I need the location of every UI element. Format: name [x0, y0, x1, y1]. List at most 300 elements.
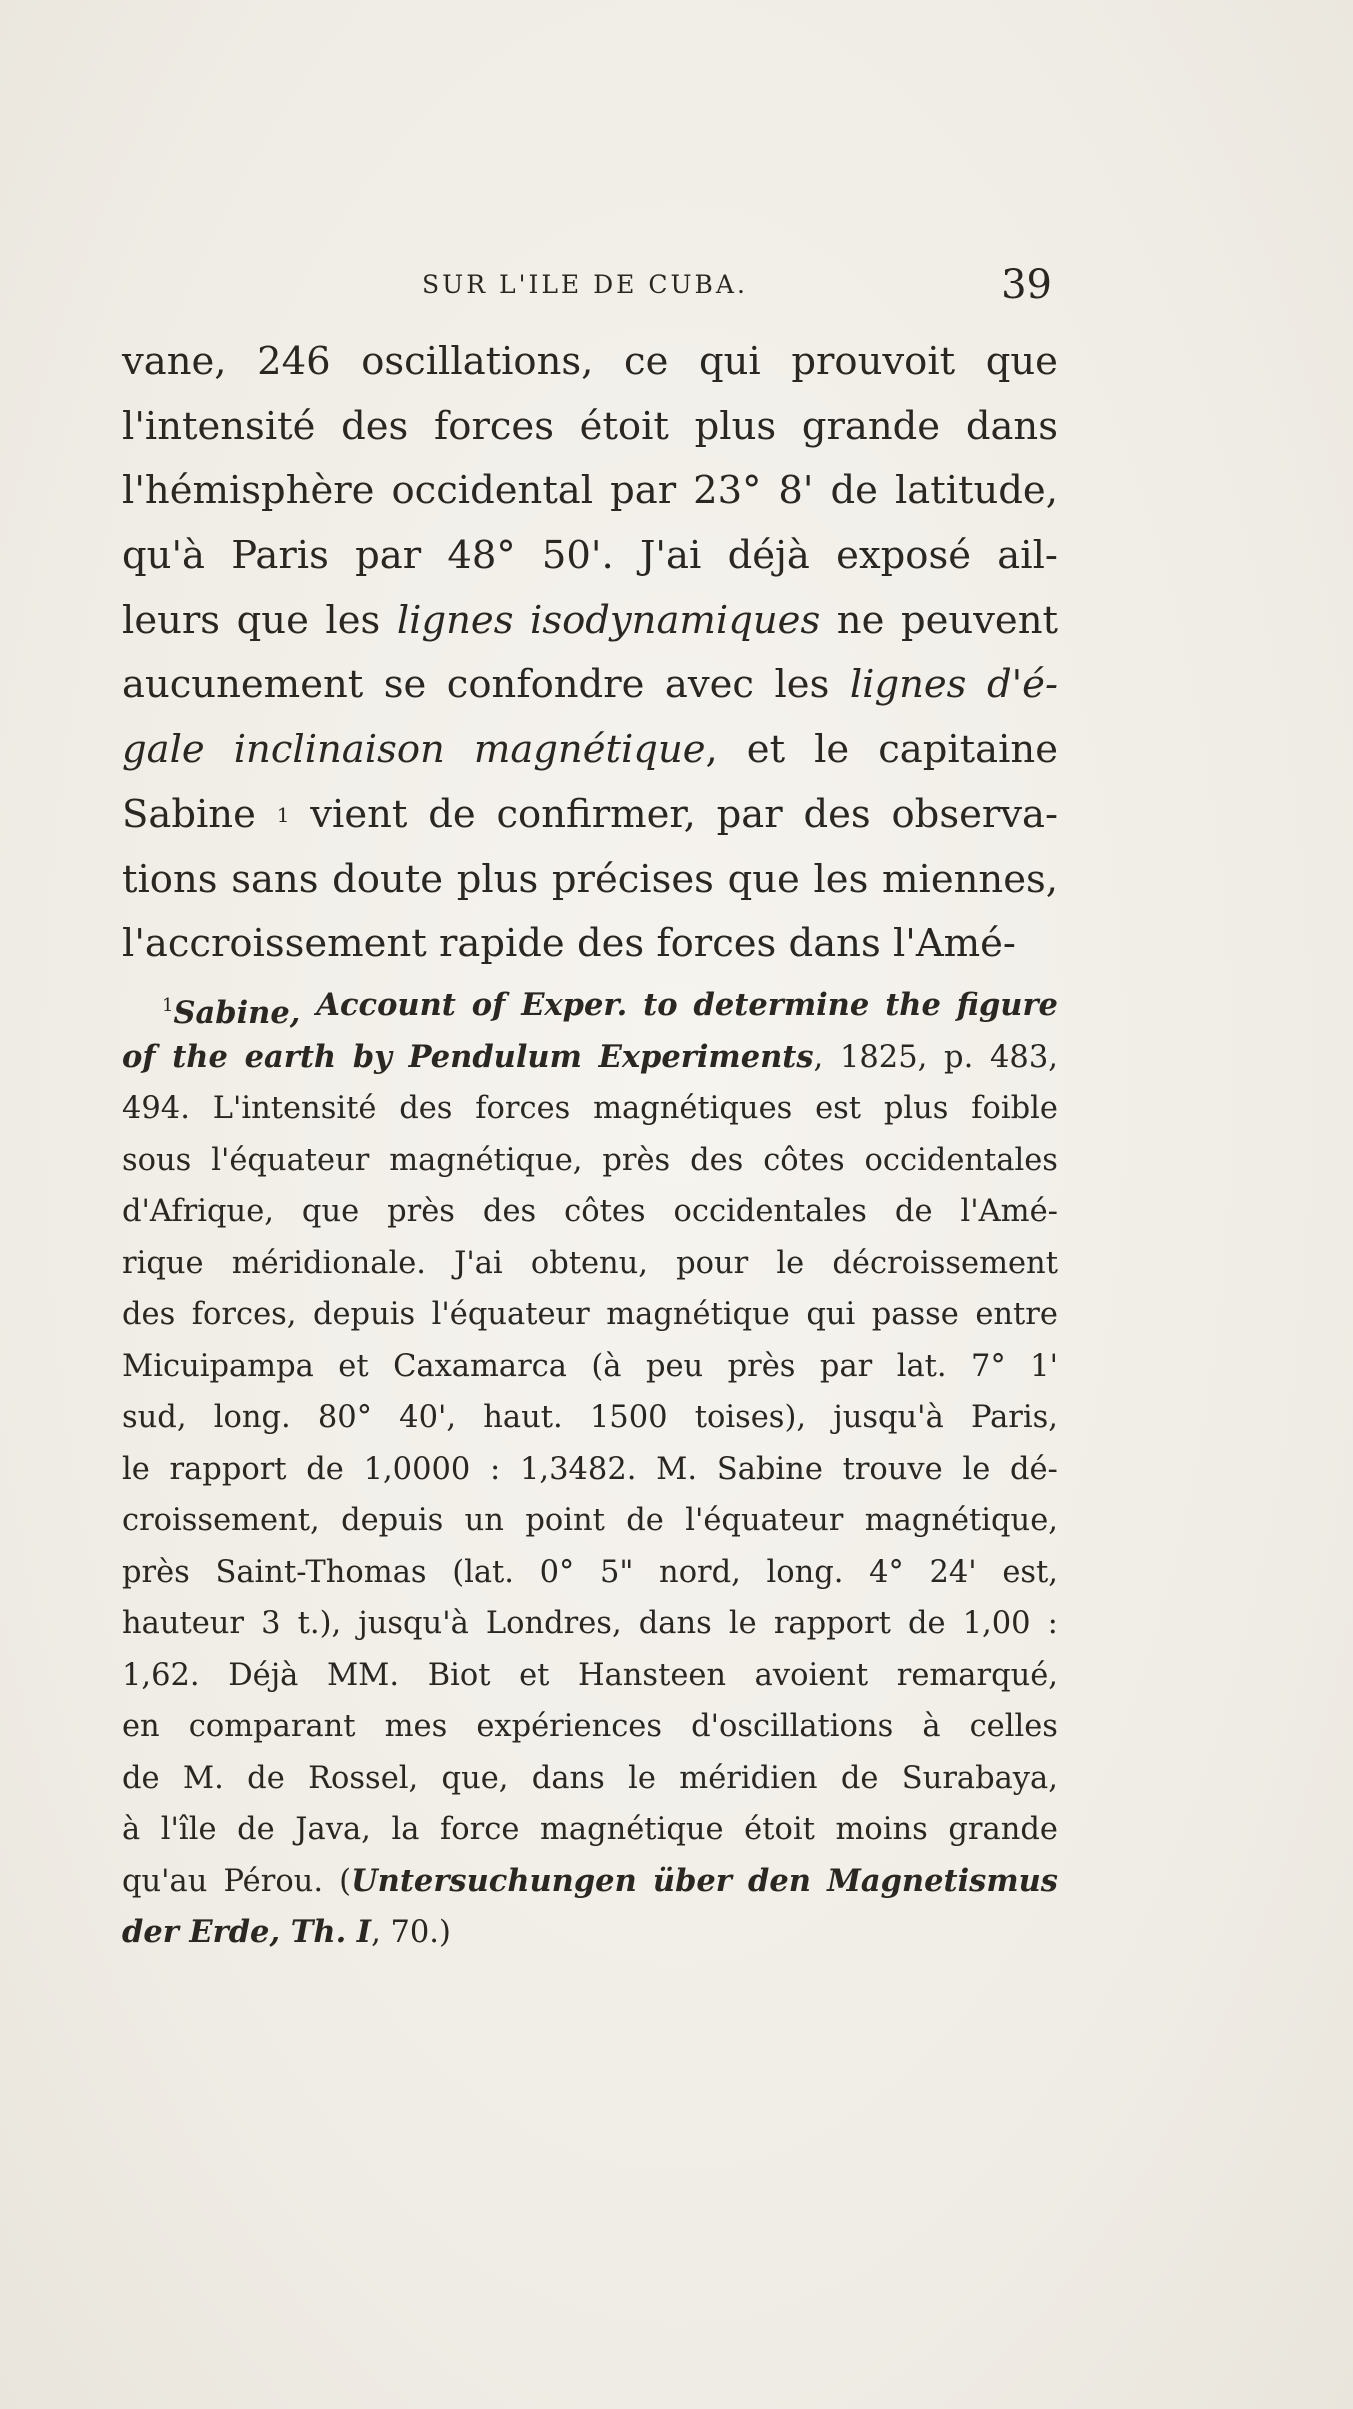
text-segment: exposé [836, 533, 972, 579]
word [234, 718, 445, 783]
word [122, 718, 205, 783]
italic-text: Magnetismus [827, 1862, 1058, 1899]
word [387, 1186, 455, 1238]
word [665, 653, 754, 718]
text-line [122, 330, 1058, 395]
word [339, 1856, 637, 1908]
word [257, 330, 331, 395]
italic-text: Untersuchungen [351, 1862, 637, 1899]
word [836, 524, 971, 589]
italic-text: Exper. [521, 987, 628, 1023]
word [902, 1753, 1058, 1805]
italic-text: earth [244, 1038, 337, 1075]
word [122, 653, 363, 718]
footnote-line [122, 1289, 1058, 1341]
word [843, 1444, 943, 1496]
word [1048, 1598, 1058, 1650]
text-segment: sous [122, 1142, 192, 1178]
footnote-line [122, 1238, 1058, 1290]
italic-text: der Erde, Th. I [122, 1914, 372, 1950]
text-segment: Saint-Thomas [215, 1554, 427, 1590]
text-segment: vient [310, 791, 408, 837]
text-segment: ( [339, 1863, 352, 1899]
text-segment: mes [384, 1709, 448, 1744]
word [755, 1650, 868, 1702]
text-segment: J'ai [454, 1245, 503, 1281]
text-segment: Déjà [228, 1657, 299, 1693]
word [833, 1392, 944, 1444]
word [341, 395, 408, 460]
word [729, 1598, 757, 1650]
italic-text: the [172, 1038, 228, 1075]
text-segment: étoit [579, 403, 669, 449]
word [691, 1701, 893, 1753]
text-segment: sud, [122, 1400, 187, 1435]
text-segment: rique [122, 1245, 204, 1281]
word [364, 1444, 471, 1496]
word [486, 1598, 622, 1650]
word [122, 783, 256, 848]
word [885, 980, 941, 1032]
text-segment: de [247, 1760, 285, 1796]
text-segment: que [236, 597, 309, 643]
text-line [122, 912, 1058, 977]
word [901, 589, 1058, 654]
text-line [122, 848, 1058, 913]
word [600, 1547, 633, 1599]
text-segment: confirmer, [496, 791, 696, 837]
word [341, 1495, 443, 1547]
word [806, 1289, 855, 1341]
text-segment: 80° [317, 1400, 372, 1435]
text-segment: dans [965, 403, 1058, 449]
word [393, 1341, 567, 1393]
italic-text: d'é- [986, 662, 1058, 708]
text-segment: ail- [997, 533, 1058, 579]
text-segment: 483, [990, 1039, 1058, 1075]
word [490, 1444, 500, 1496]
word [122, 1032, 155, 1084]
footnote-line [122, 1598, 1058, 1650]
word [699, 330, 761, 395]
word [986, 330, 1058, 395]
word [971, 1083, 1058, 1135]
word [231, 524, 329, 589]
text-segment: des [341, 403, 409, 449]
text-segment: l'Amé- [960, 1194, 1058, 1229]
text-segment: remarqué, [896, 1657, 1058, 1693]
word [170, 1444, 287, 1496]
text-segment: dé- [1009, 1451, 1058, 1487]
text-segment: nord, [659, 1554, 741, 1590]
text-segment: magnétique, [864, 1503, 1058, 1538]
text-segment: miennes, [882, 856, 1058, 902]
word [948, 1804, 1058, 1856]
italic-text: Account [316, 987, 456, 1023]
word [338, 1341, 368, 1393]
word [247, 1753, 285, 1805]
text-segment: le [962, 1451, 991, 1487]
italic-text: figure [956, 987, 1058, 1023]
text-segment: des [482, 1194, 537, 1229]
word [895, 459, 1058, 524]
word [897, 1650, 1058, 1702]
text-segment: depuis [341, 1503, 444, 1538]
word [908, 1598, 946, 1650]
word [815, 1083, 861, 1135]
italic-text: Pendulum [408, 1038, 582, 1075]
word [776, 1238, 804, 1290]
text-segment: la [391, 1812, 420, 1847]
text-segment: 1500 [589, 1400, 668, 1435]
word [639, 1598, 712, 1650]
text-segment: lat. [896, 1348, 947, 1384]
footnote-line [122, 1753, 1058, 1805]
word [850, 653, 967, 718]
text-segment: , 70.) [371, 1915, 451, 1950]
word [454, 1238, 503, 1290]
text-segment: tions [122, 856, 218, 902]
text-segment: 494. [122, 1091, 190, 1126]
text-segment: sans [231, 856, 319, 902]
word [483, 1392, 562, 1444]
text-segment: dans [638, 1606, 712, 1641]
word [353, 1032, 392, 1084]
word [717, 1444, 823, 1496]
word [361, 330, 593, 395]
page-number: 39 [1001, 262, 1052, 308]
word [643, 980, 677, 1032]
text-segment: depuis [312, 1297, 416, 1332]
word [447, 653, 645, 718]
text-segment: toises), [694, 1400, 807, 1435]
text-segment: qu'au [122, 1863, 208, 1899]
word [428, 783, 475, 848]
text-segment: vane, [122, 339, 227, 384]
text-segment: passe [871, 1297, 959, 1332]
word [963, 1598, 1031, 1650]
text-segment: de [894, 1194, 933, 1229]
text-segment: force [440, 1812, 520, 1847]
text-segment: décroissement [832, 1245, 1058, 1281]
italic-text: of [471, 987, 506, 1023]
word [897, 1341, 947, 1393]
word [997, 524, 1058, 589]
text-segment: pour [676, 1245, 749, 1281]
italic-text: to [643, 987, 678, 1023]
text-segment: point [525, 1503, 605, 1538]
word [475, 1083, 570, 1135]
word [122, 1650, 200, 1702]
word [1002, 1547, 1058, 1599]
word [122, 459, 374, 524]
text-segment: des [122, 1297, 176, 1332]
text-segment: à [922, 1709, 941, 1744]
text-segment: 50'. [541, 533, 614, 579]
word [813, 848, 868, 913]
word [457, 848, 539, 913]
text-segment: croissement, [122, 1503, 320, 1538]
word [389, 1135, 582, 1187]
footnote-line [122, 1341, 1058, 1393]
text-segment: que [985, 339, 1058, 384]
word [990, 1032, 1058, 1084]
text-segment: est [815, 1091, 862, 1126]
word [391, 459, 593, 524]
footnote-line [122, 1701, 1058, 1753]
word [295, 1804, 371, 1856]
word [385, 1701, 448, 1753]
word [432, 1289, 590, 1341]
text-segment: près [602, 1142, 671, 1178]
word [302, 1186, 359, 1238]
word [878, 718, 1058, 783]
text-segment: est, [1002, 1554, 1058, 1590]
italic-text: Experiments [598, 1038, 814, 1075]
text-segment: M. [182, 1760, 224, 1796]
word [237, 1804, 275, 1856]
word [122, 1444, 150, 1496]
word [975, 1289, 1058, 1341]
text-segment: occidentales [864, 1142, 1058, 1178]
text-segment: et [519, 1657, 550, 1693]
word [452, 1547, 514, 1599]
text-segment: entre [975, 1297, 1058, 1332]
word [747, 718, 785, 783]
text-segment: qu'à [122, 533, 205, 579]
text-segment: Londres, [485, 1606, 622, 1641]
text-segment: de [428, 791, 476, 837]
italic-text: Sabine, [173, 995, 301, 1031]
word [483, 1186, 536, 1238]
text-segment: près [727, 1348, 796, 1384]
text-segment: un [464, 1503, 504, 1538]
word [189, 1701, 356, 1753]
word [496, 783, 695, 848]
text-line [122, 783, 1058, 848]
word [835, 1804, 927, 1856]
footnote-marker: 1 [162, 995, 174, 1016]
text-line [122, 524, 1058, 589]
word [922, 1701, 940, 1753]
word [763, 1135, 844, 1187]
word [676, 1238, 748, 1290]
text-segment: plus [883, 1091, 949, 1126]
text-segment: p. [944, 1039, 974, 1075]
text-segment: 1,62. [122, 1657, 200, 1693]
footnote-line [122, 1547, 1058, 1599]
word [606, 1289, 790, 1341]
italic-text: inclinaison [233, 727, 445, 773]
word [542, 524, 614, 589]
text-segment: le [122, 1451, 150, 1487]
word [774, 1598, 891, 1650]
word [869, 1547, 904, 1599]
word [966, 395, 1058, 460]
word [355, 524, 421, 589]
word [748, 1856, 811, 1908]
text-segment: ne [836, 597, 885, 643]
word [519, 1650, 549, 1702]
text-segment: magnétique, [389, 1142, 583, 1178]
word [987, 653, 1058, 718]
text-segment: capitaine [878, 727, 1058, 773]
text-segment: magnétique [606, 1297, 790, 1332]
text-segment: l'accroissement rapide des forces dans l'Amé- [122, 921, 1016, 967]
footnote-line [122, 1804, 1058, 1856]
word [1030, 1341, 1058, 1393]
text-segment: 3 [261, 1606, 281, 1641]
word [310, 783, 407, 848]
word [679, 1753, 817, 1805]
text-segment: J'ai [640, 533, 702, 579]
italic-text: den [748, 1862, 811, 1899]
text-segment: 1,00 [962, 1606, 1031, 1641]
word [841, 1753, 879, 1805]
word [224, 1856, 323, 1908]
text-segment: M. [656, 1451, 698, 1487]
text-segment: grande [801, 403, 941, 449]
word [659, 1547, 741, 1599]
word [728, 524, 810, 589]
word [957, 980, 1058, 1032]
word [674, 1186, 867, 1238]
word [245, 1032, 337, 1084]
word [476, 1701, 662, 1753]
word [298, 1598, 342, 1650]
text-segment: en [122, 1709, 160, 1744]
word [591, 1341, 621, 1393]
word [628, 1753, 656, 1805]
word [578, 1650, 726, 1702]
text-segment: étoit [744, 1812, 815, 1847]
text-segment: l'intensité [122, 403, 316, 449]
italic-text: by [352, 1038, 392, 1075]
word [640, 524, 701, 589]
footnote-line [122, 1907, 1058, 1959]
word [465, 1495, 504, 1547]
word [211, 1135, 369, 1187]
text-segment: foible [971, 1091, 1058, 1126]
text-segment: MM. [326, 1657, 400, 1693]
text-segment: 23° [693, 468, 762, 514]
word [122, 589, 220, 654]
footnote [122, 980, 1058, 1959]
word [122, 1495, 320, 1547]
text-segment: 246 [257, 339, 331, 384]
word [327, 1650, 399, 1702]
text-segment: les [774, 662, 830, 708]
text-segment: qui [806, 1297, 856, 1332]
word [929, 1547, 976, 1599]
word [831, 459, 878, 524]
text-segment: près [122, 1554, 190, 1590]
text-segment: Rossel, [308, 1760, 419, 1796]
text-segment: de [830, 468, 878, 514]
text-segment: Pérou. [223, 1863, 324, 1899]
word [232, 1238, 426, 1290]
text-segment: 40', [399, 1400, 457, 1435]
word [774, 653, 829, 718]
text-segment: forces [434, 403, 554, 449]
text-segment: celles [969, 1709, 1058, 1744]
text-segment: de [237, 1812, 275, 1847]
text-segment: occidental [391, 468, 594, 514]
word [277, 783, 290, 848]
word [520, 1444, 636, 1496]
text-segment: d'Afrique, [122, 1194, 274, 1229]
text-segment: forces, [191, 1297, 297, 1332]
word [626, 1495, 664, 1547]
word [122, 330, 227, 395]
text-segment: à [122, 1812, 141, 1847]
word [564, 1186, 645, 1238]
text-segment: oscillations, [361, 339, 594, 384]
word [231, 848, 318, 913]
word [685, 1495, 843, 1547]
word [474, 718, 718, 783]
word [122, 1083, 190, 1135]
text-segment: expériences [476, 1709, 662, 1744]
text-segment: que [727, 856, 800, 902]
word [646, 1341, 703, 1393]
text-segment: de [626, 1503, 664, 1538]
text-line [122, 459, 1058, 524]
italic-text: determine [693, 987, 870, 1023]
word [306, 1444, 344, 1496]
word [122, 848, 218, 913]
word [778, 459, 813, 524]
word [602, 1135, 670, 1187]
text-segment: l'équateur [431, 1297, 590, 1332]
text-segment: Paris, [970, 1400, 1058, 1435]
word [122, 1135, 191, 1187]
word [122, 1753, 160, 1805]
text-segment: 7° [971, 1348, 1006, 1384]
text-segment: 1,3482. [520, 1451, 637, 1487]
text-line [122, 718, 1058, 783]
text-segment: Caxamarca [393, 1348, 567, 1384]
text-segment: que, [441, 1760, 509, 1796]
text-line [122, 589, 1058, 654]
text-segment: haut. [483, 1400, 563, 1435]
word [840, 1032, 927, 1084]
word [122, 1341, 314, 1393]
word [183, 1753, 224, 1805]
word [122, 395, 315, 460]
text-segment: moins [835, 1812, 928, 1847]
italic-text: isodynamiques [530, 597, 821, 643]
word [399, 1083, 452, 1135]
text-segment: l'hémisphère [122, 468, 375, 514]
word [440, 1804, 519, 1856]
word [521, 980, 627, 1032]
word [690, 1135, 743, 1187]
word [192, 1289, 297, 1341]
italic-text: über [652, 1862, 732, 1899]
italic-text: the [885, 987, 941, 1023]
footnote-reference: 1 [276, 802, 290, 827]
text-segment: l'équateur [685, 1503, 844, 1538]
text-segment: le [728, 1606, 757, 1641]
text-segment: côtes [564, 1194, 646, 1229]
word [332, 848, 443, 913]
text-segment: forces [475, 1091, 571, 1126]
word [971, 1392, 1058, 1444]
word [802, 395, 940, 460]
word [962, 1444, 990, 1496]
italic-text: gale [122, 727, 205, 773]
